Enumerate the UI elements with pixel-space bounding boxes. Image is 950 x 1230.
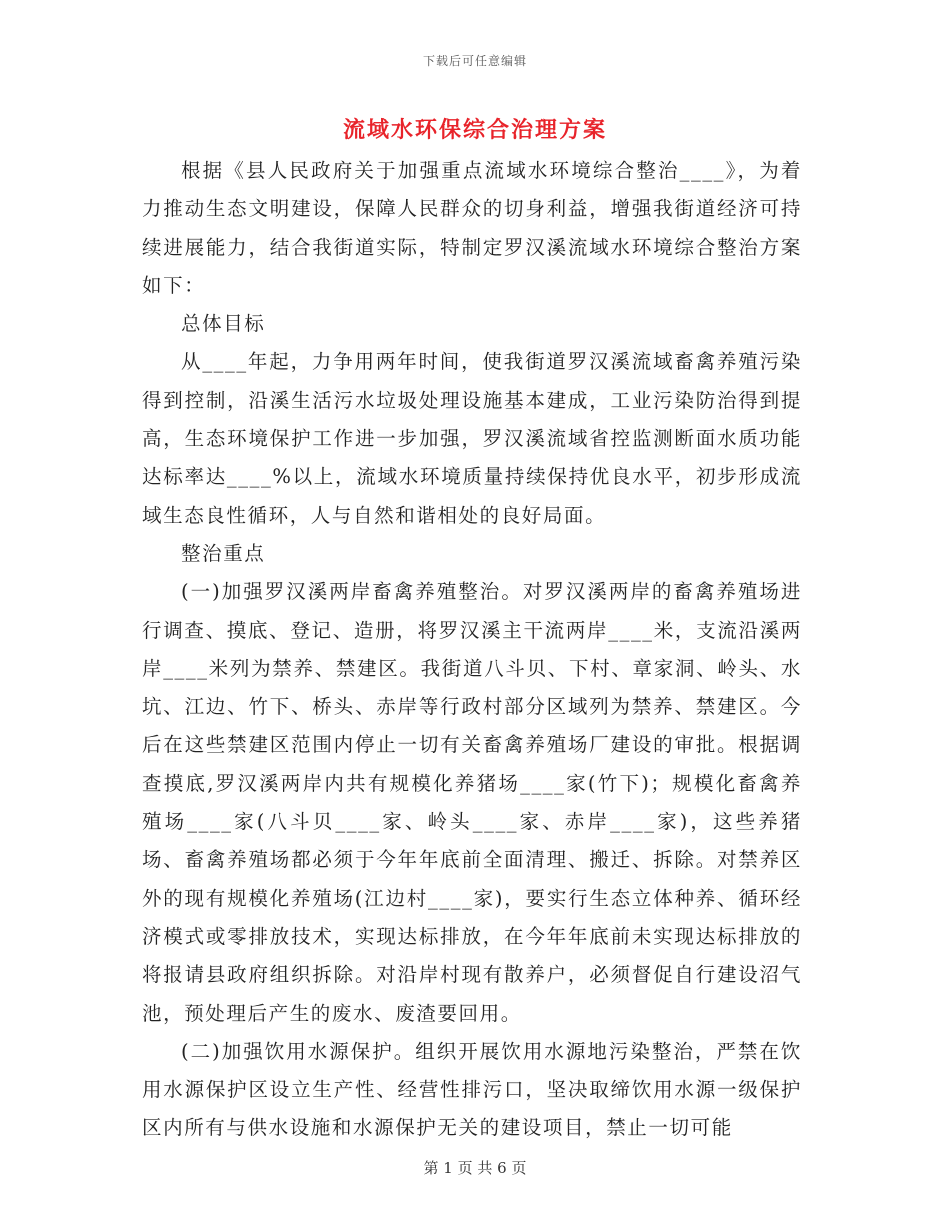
overall-goal-paragraph: 从____年起，力争用两年时间，使我街道罗汉溪流域畜禽养殖污染得到控制，沿溪生活污水垃圾处理设施基本建成，工业污染防治得到提高，生态环境保护工作进一步加强，罗汉溪流域省控监测断面水质功能达标率达____%以上，流域水环境质量持续保持优良水平，初步形成流域生态良性循环，人与自然和谐相处的良好局面。 bbox=[142, 350, 802, 527]
water-source-protection-paragraph: (二)加强饮用水源保护。组织开展饮用水源地污染整治，严禁在饮用水源保护区设立生产性、经营性排污口，坚决取缔饮用水源一级保护区内所有与供水设施和水源保护无关的建设项目，禁止一切可能 bbox=[142, 1039, 802, 1140]
livestock-rectification-paragraph: (一)加强罗汉溪两岸畜禽养殖整治。对罗汉溪两岸的畜禽养殖场进行调查、摸底、登记、造册，将罗汉溪主干流两岸____米，支流沿溪两岸____米列为禁养、禁建区。我街道八斗贝、下村、章家洞、岭头、水坑、江边、竹下、桥头、赤岸等行政村部分区域列为禁养、禁建区。今后在这些禁建区范围内停止一切有关畜禽养殖场厂建设的审批。根据调查摸底,罗汉溪两岸内共有规模化养猪场____家(竹下)；规模化畜禽养殖场____家(八斗贝____家、岭头____家、赤岸____家)，这些养猪场、畜禽养殖场都必须于今年年底前全面清理、搬迁、拆除。对禁养区外的现有规模化养殖场(江边村____家)，要实行生态立体种养、循环经济模式或零排放技术，实现达标排放，在今年年底前未实现达标排放的将报请县政府组织拆除。对沿岸村现有散养户，必须督促自行建设沼气池，预处理后产生的废水、废渣要回用。 bbox=[142, 580, 802, 1025]
document-body bbox=[142, 152, 802, 1148]
intro-paragraph: 根据《县人民政府关于加强重点流域水环境综合整治____》，为着力推动生态文明建设，保障人民群众的切身利益，增强我街道经济可持续进展能力，结合我街道实际，特制定罗汉溪流域水环境综合整治方案如下： bbox=[142, 159, 802, 297]
page-number: 第 1 页 共 6 页 bbox=[423, 1159, 527, 1177]
section-heading-overall-goal: 总体目标 bbox=[181, 312, 266, 336]
header-note: 下载后可任意编辑 bbox=[422, 54, 527, 68]
document-title: 流域水环保综合治理方案 bbox=[342, 117, 607, 143]
section-heading-key-points: 整治重点 bbox=[181, 541, 266, 565]
